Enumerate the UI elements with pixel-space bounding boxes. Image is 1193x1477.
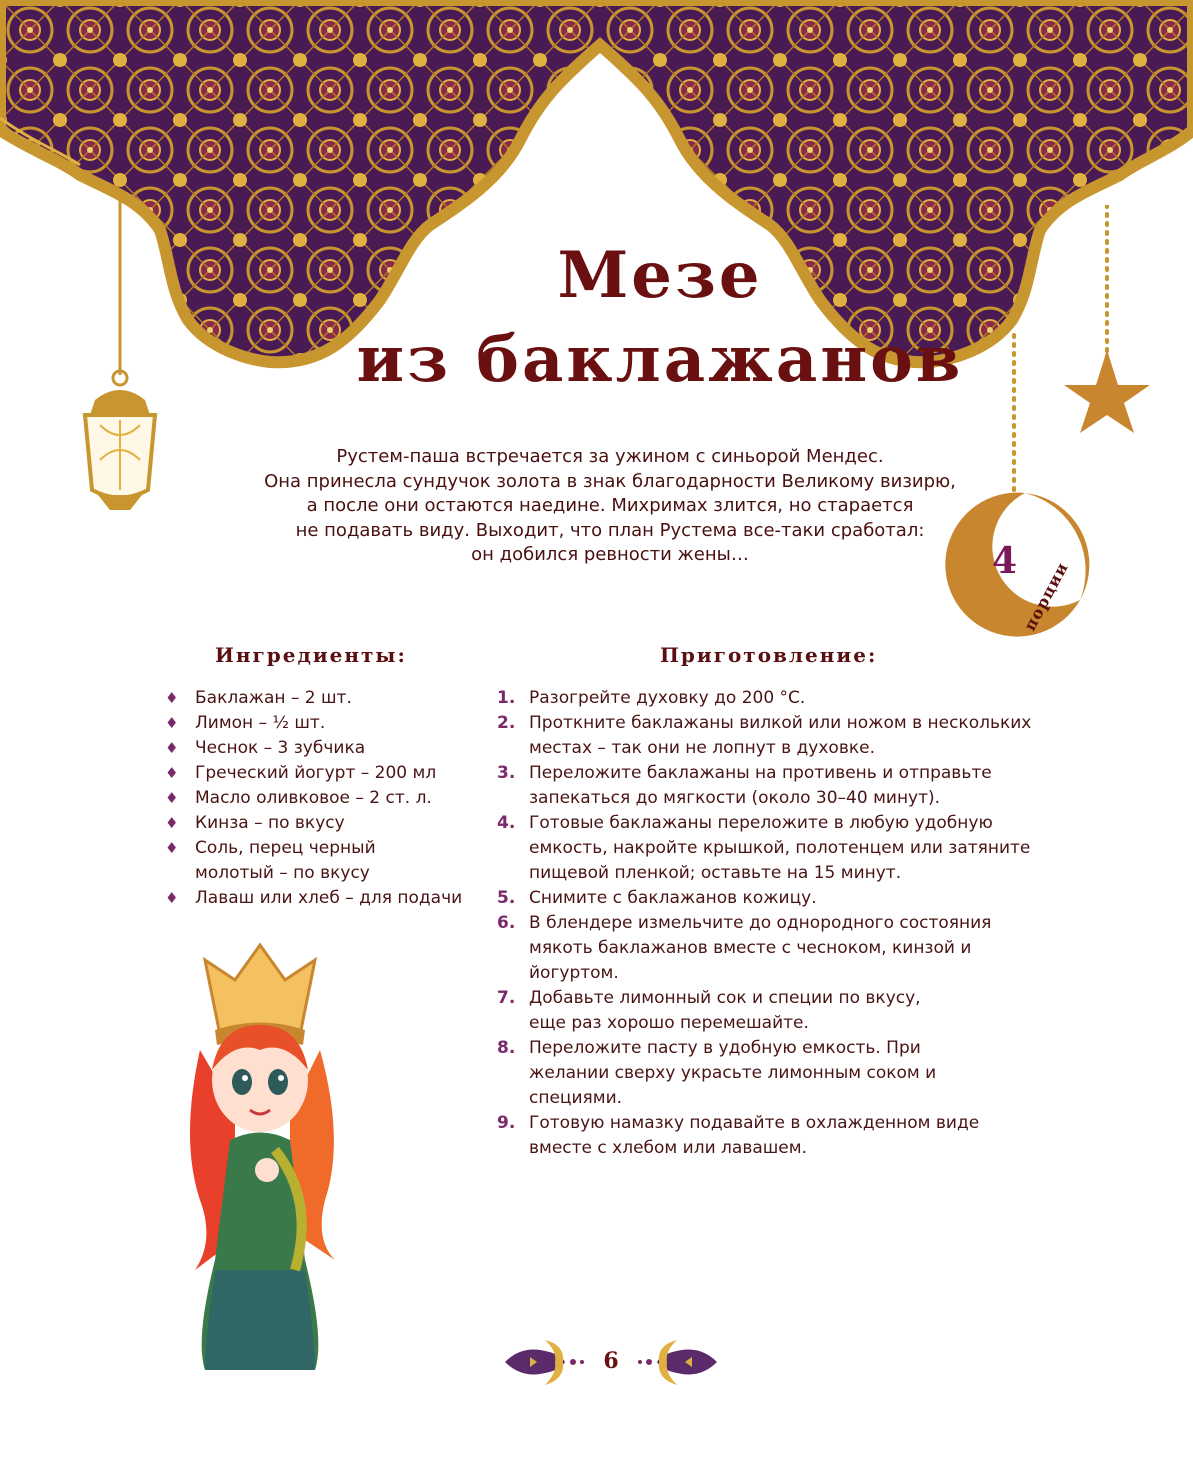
recipe-title-line2: из баклажанов <box>356 322 964 397</box>
recipe-title-line1: Мезе <box>557 238 763 313</box>
servings-label: порции <box>1020 558 1073 634</box>
list-item: ♦ Кинза – по вкусу <box>165 811 485 836</box>
diamond-bullet-icon: ♦ <box>165 789 179 807</box>
diamond-bullet-icon: ♦ <box>165 839 179 857</box>
page-number: 6 <box>603 1348 619 1374</box>
ingredients-list <box>165 686 485 911</box>
preparation-heading: Приготовление: <box>660 643 878 667</box>
intro-line: а после они остаются наедине. Михримах злится, но старается <box>306 495 914 516</box>
list-item: ♦ Греческий йогурт – 200 мл <box>165 761 485 786</box>
step-item: 2. Проткните баклажаны вилкой или ножом в нескольких местах – так они не лопнут в духовке. <box>497 713 1032 758</box>
diamond-bullet-icon: ♦ <box>165 889 179 907</box>
intro-line: не подавать виду. Выходит, что план Рустема все-таки сработал: <box>295 519 925 541</box>
diamond-bullet-icon: ♦ <box>165 814 179 832</box>
ingredients-heading: Ингредиенты: <box>215 643 407 667</box>
lantern-icon <box>70 200 180 520</box>
diamond-bullet-icon: ♦ <box>165 764 179 782</box>
diamond-bullet-icon: ♦ <box>165 689 179 707</box>
step-item: 5. Снимите с баклажанов кожицу. <box>497 888 817 908</box>
list-item: ♦ Масло оливковое – 2 ст. л. <box>165 786 485 811</box>
intro-text <box>220 445 1000 568</box>
step-item: 3. Переложите баклажаны на противень и отправьте запекаться до мягкости (около 30–40 минут). <box>497 763 992 808</box>
right-page-ornament-icon <box>632 1335 717 1390</box>
step-item: 4. Готовые баклажаны переложите в любую удобную емкость, накройте крышкой, полотенцем или затяните пищевой пленкой; оставьте на 15 минут. <box>497 813 1031 883</box>
step-item: 1. Разогрейте духовку до 200 °С. <box>497 688 806 708</box>
diamond-bullet-icon: ♦ <box>165 714 179 732</box>
list-item: ♦ Лаваш или хлеб – для подачи <box>165 886 485 911</box>
sultana-character-illustration <box>175 940 345 1380</box>
preparation-steps <box>497 686 1057 1161</box>
intro-line: Она принесла сундучок золота в знак благодарности Великому визирю, <box>264 470 956 492</box>
intro-line: Рустем-паша встречается за ужином с синьорой Мендес. <box>336 446 884 467</box>
left-page-ornament-icon <box>505 1335 590 1390</box>
servings-number: 4 <box>992 540 1018 582</box>
step-item: 8. Переложите пасту в удобную емкость. При желании сверху украсьте лимонным соком и специями. <box>497 1038 937 1108</box>
list-item: ♦ Баклажан – 2 шт. <box>165 686 485 711</box>
list-item: ♦ Чеснок – 3 зубчика <box>165 736 485 761</box>
list-item: ♦ Лимон – ½ шт. <box>165 711 485 736</box>
diamond-bullet-icon: ♦ <box>165 739 179 757</box>
list-item: ♦ Соль, перец черный молотый – по вкусу <box>165 838 376 883</box>
step-item: 7. Добавьте лимонный сок и специи по вкусу, еще раз хорошо перемешайте. <box>497 988 921 1033</box>
step-item: 9. Готовую намазку подавайте в охлажденном виде вместе с хлебом или лавашем. <box>497 1113 980 1158</box>
step-item: 6. В блендере измельчите до однородного состояния мякоть баклажанов вместе с чесноком, кинзой и йогуртом. <box>497 913 992 983</box>
intro-line: он добился ревности жены… <box>471 544 749 565</box>
